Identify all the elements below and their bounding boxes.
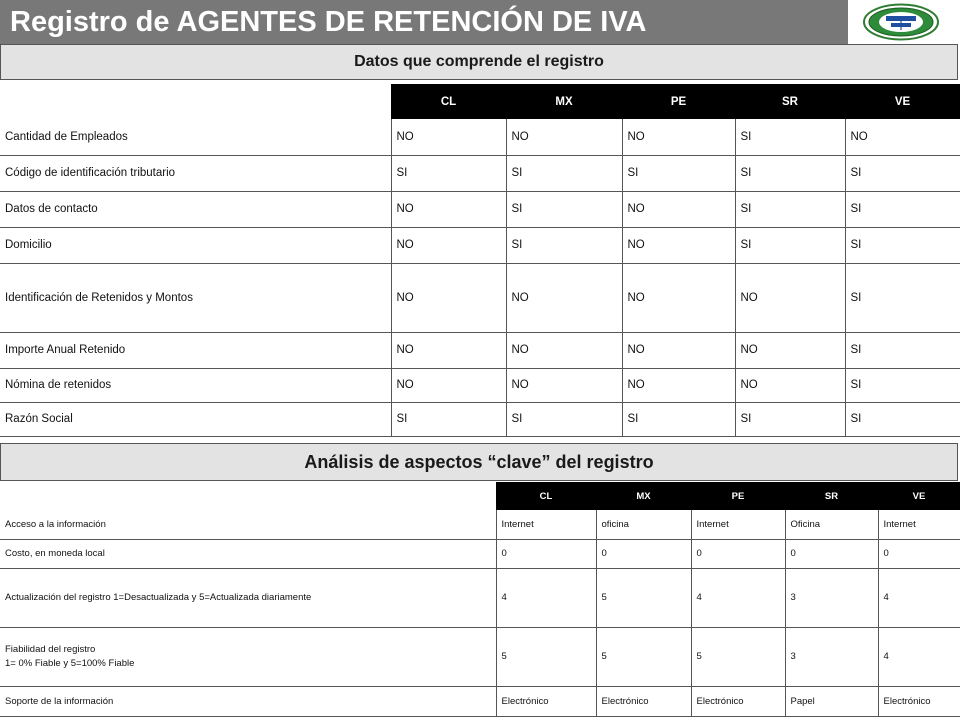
column-header-ve: VE (845, 84, 960, 119)
cell-value: SI (506, 227, 622, 263)
cell-value: 5 (691, 627, 785, 686)
cell-value: SI (845, 368, 960, 402)
cell-value: 0 (496, 539, 596, 568)
cell-value: NO (622, 263, 735, 332)
table-row (0, 539, 960, 568)
cell-value: Electrónico (878, 686, 960, 716)
cell-value: NO (506, 119, 622, 155)
cell-value: NO (735, 263, 845, 332)
cell-value: NO (735, 368, 845, 402)
cell-value: SI (845, 155, 960, 191)
row-label: Identificación de Retenidos y Montos (0, 263, 391, 332)
cell-value: SI (845, 332, 960, 368)
table-row (0, 627, 960, 686)
table-header-row (0, 84, 960, 119)
column-header-sr: SR (735, 84, 845, 119)
cell-value: NO (391, 227, 506, 263)
row-label: Soporte de la información (0, 686, 496, 716)
cell-value: SI (735, 155, 845, 191)
cell-value: NO (735, 332, 845, 368)
cell-value: 3 (785, 627, 878, 686)
cell-value: NO (622, 332, 735, 368)
cell-value: NO (391, 263, 506, 332)
cell-value: Electrónico (596, 686, 691, 716)
cell-value: NO (391, 191, 506, 227)
cell-value: Electrónico (691, 686, 785, 716)
cell-value: SI (506, 155, 622, 191)
table-row (0, 227, 960, 263)
column-header-mx: MX (596, 482, 691, 510)
cell-value: Papel (785, 686, 878, 716)
column-header-pe: PE (691, 482, 785, 510)
cell-value: SI (735, 119, 845, 155)
cell-value: 0 (691, 539, 785, 568)
cell-value: 0 (878, 539, 960, 568)
row-label: Cantidad de Empleados (0, 119, 391, 155)
cell-value: 5 (596, 627, 691, 686)
row-label-line: 1= 0% Fiable y 5=100% Fiable (5, 657, 135, 669)
cell-value: 4 (496, 568, 596, 627)
column-header-cl: CL (496, 482, 596, 510)
row-label: Razón Social (0, 402, 391, 436)
cell-value: SI (735, 227, 845, 263)
column-header-sr: SR (785, 482, 878, 510)
column-header-mx: MX (506, 84, 622, 119)
cell-value: oficina (596, 510, 691, 539)
cell-value: Oficina (785, 510, 878, 539)
table-row (0, 686, 960, 716)
organization-logo-icon (862, 3, 940, 41)
title-bar (0, 0, 848, 44)
table-row (0, 510, 960, 539)
cell-value: Internet (691, 510, 785, 539)
header-blank-cell (0, 84, 391, 119)
table-row (0, 119, 960, 155)
cell-value: NO (391, 119, 506, 155)
cell-value: SI (845, 227, 960, 263)
table-row (0, 402, 960, 436)
row-label: Costo, en moneda local (0, 539, 496, 568)
cell-value: 5 (596, 568, 691, 627)
row-label: Domicilio (0, 227, 391, 263)
section-heading-data: Datos que comprende el registro (0, 44, 958, 80)
cell-value: SI (506, 402, 622, 436)
row-label (0, 627, 496, 686)
cell-value: Electrónico (496, 686, 596, 716)
cell-value: Internet (878, 510, 960, 539)
cell-value: 4 (878, 568, 960, 627)
table-row (0, 332, 960, 368)
table-row (0, 191, 960, 227)
key-aspects-table (0, 482, 960, 717)
cell-value: SI (845, 191, 960, 227)
header-blank-cell (0, 482, 496, 510)
cell-value: NO (622, 119, 735, 155)
row-label: Actualización del registro 1=Desactualizada y 5=Actualizada diariamente (0, 568, 496, 627)
table-header-row (0, 482, 960, 510)
registry-data-table (0, 84, 960, 437)
row-label: Importe Anual Retenido (0, 332, 391, 368)
cell-value: 0 (785, 539, 878, 568)
column-header-pe: PE (622, 84, 735, 119)
cell-value: NO (506, 332, 622, 368)
row-label: Datos de contacto (0, 191, 391, 227)
cell-value: NO (506, 368, 622, 402)
cell-value: NO (391, 368, 506, 402)
table-row (0, 568, 960, 627)
row-label-line: Fiabilidad del registro (5, 643, 96, 655)
cell-value: SI (391, 402, 506, 436)
cell-value: 4 (691, 568, 785, 627)
cell-value: 5 (496, 627, 596, 686)
column-header-cl: CL (391, 84, 506, 119)
cell-value: NO (622, 191, 735, 227)
cell-value: NO (622, 227, 735, 263)
row-label: Código de identificación tributario (0, 155, 391, 191)
cell-value: SI (506, 191, 622, 227)
row-label: Nómina de retenidos (0, 368, 391, 402)
cell-value: NO (622, 368, 735, 402)
cell-value: SI (735, 191, 845, 227)
section-heading-analysis: Análisis de aspectos “clave” del registro (0, 443, 958, 481)
cell-value: SI (622, 402, 735, 436)
row-label: Acceso a la información (0, 510, 496, 539)
cell-value: Internet (496, 510, 596, 539)
cell-value: SI (391, 155, 506, 191)
cell-value: 3 (785, 568, 878, 627)
cell-value: NO (391, 332, 506, 368)
cell-value: 4 (878, 627, 960, 686)
page-title: Registro de AGENTES DE RETENCIÓN DE IVA (10, 6, 647, 38)
table-row (0, 368, 960, 402)
cell-value: NO (506, 263, 622, 332)
cell-value: NO (845, 119, 960, 155)
table-row (0, 155, 960, 191)
cell-value: SI (622, 155, 735, 191)
cell-value: SI (845, 263, 960, 332)
slide-header (0, 0, 960, 44)
column-header-ve: VE (878, 482, 960, 510)
cell-value: SI (845, 402, 960, 436)
cell-value: 0 (596, 539, 691, 568)
cell-value: SI (735, 402, 845, 436)
table-row (0, 263, 960, 332)
